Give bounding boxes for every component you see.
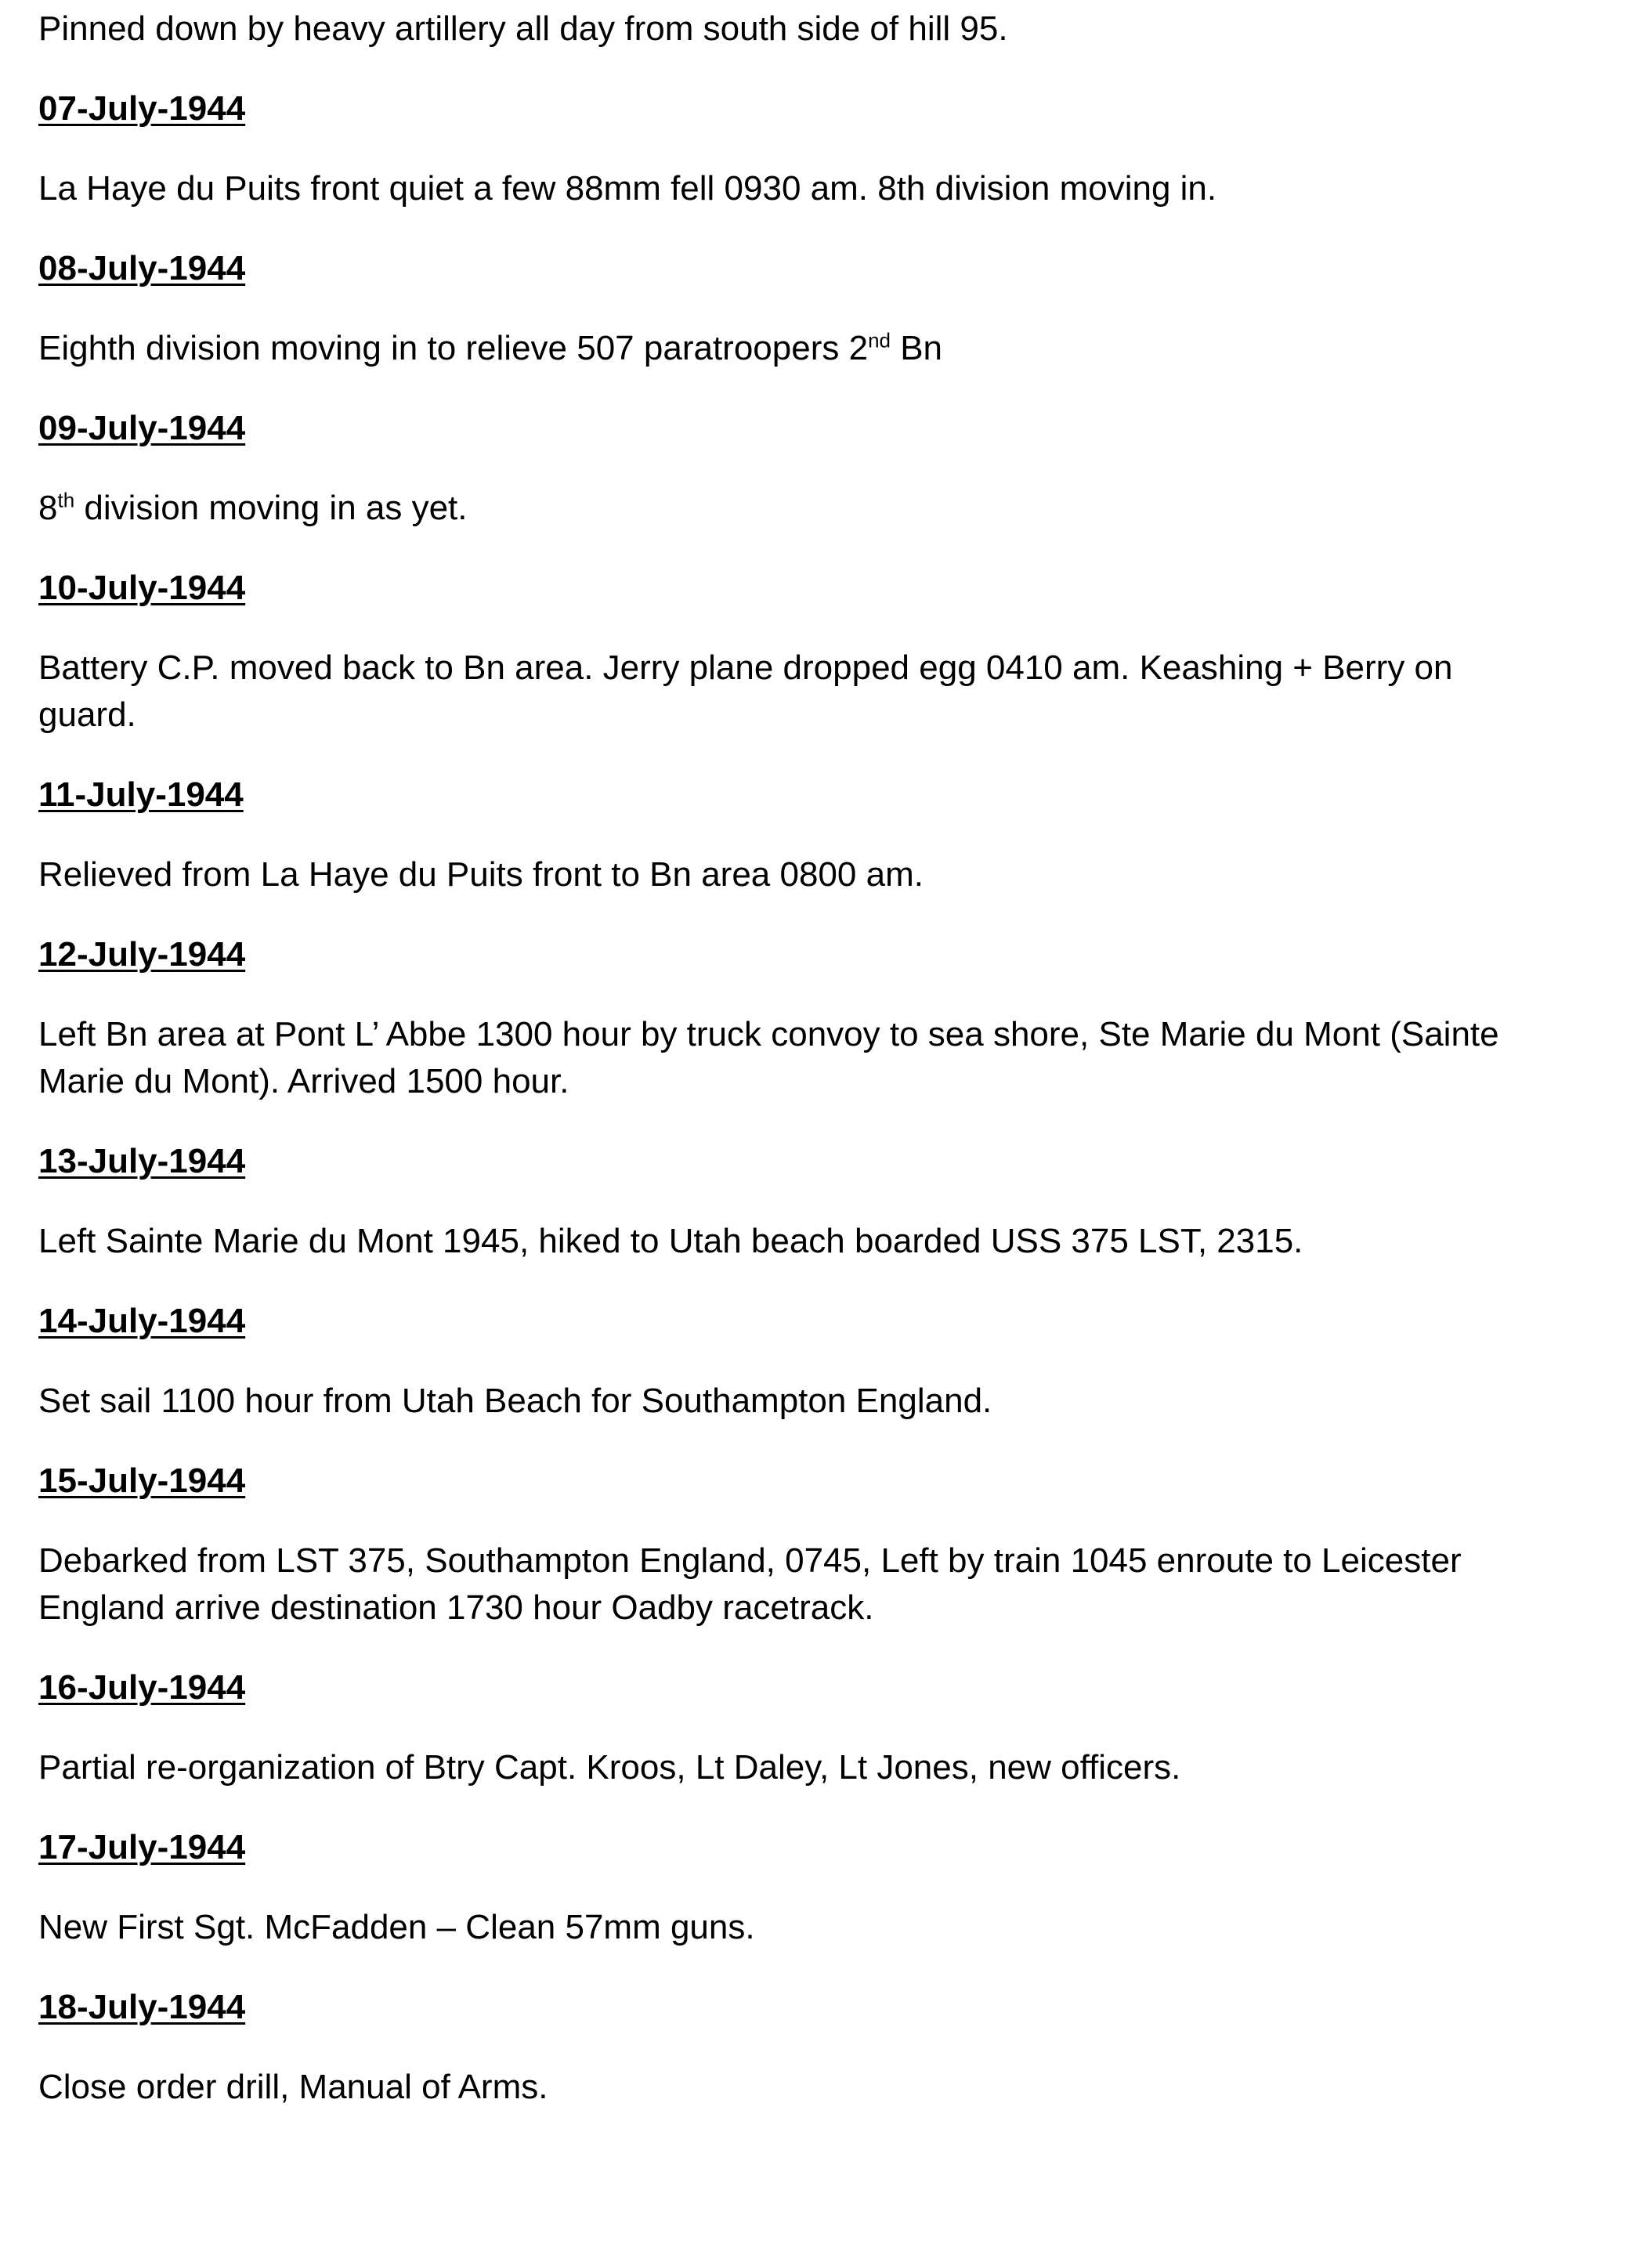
entry-text: Close order drill, Manual of Arms. <box>38 2068 548 2106</box>
entry-text-part: division moving in as yet. <box>74 489 468 527</box>
entry-date: 13-July-1944 <box>38 1142 246 1180</box>
entry-date: 12-July-1944 <box>38 935 246 974</box>
entry-text-continued: England arrive destination 1730 hour Oadby racetrack. <box>38 1588 874 1627</box>
entry-text: Relieved from La Haye du Puits front to Bn area 0800 am. <box>38 855 924 894</box>
entry-date: 08-July-1944 <box>38 249 246 287</box>
entry-date: 17-July-1944 <box>38 1828 246 1866</box>
entry-date: 16-July-1944 <box>38 1668 246 1707</box>
entry-text: New First Sgt. McFadden – Clean 57mm guns. <box>38 1908 755 1946</box>
entry-text: Left Bn area at Pont L’ Abbe 1300 hour by truck convoy to sea shore, Ste Marie du Mont (Sainte <box>38 1015 1499 1053</box>
entry-date: 18-July-1944 <box>38 1988 246 2026</box>
entry-date: 09-July-1944 <box>38 409 246 447</box>
entry-text-part: 8 <box>38 489 58 527</box>
entry-text: Set sail 1100 hour from Utah Beach for Southampton England. <box>38 1382 992 1420</box>
entry-text-part: Eighth division moving in to relieve 507 paratroopers 2 <box>38 329 869 367</box>
entry-text: Battery C.P. moved back to Bn area. Jerry plane dropped egg 0410 am. Keashing + Berry on <box>38 649 1453 687</box>
entry-text: Debarked from LST 375, Southampton England, 0745, Left by train 1045 enroute to Leicester <box>38 1541 1462 1580</box>
ordinal-superscript: th <box>57 488 75 512</box>
entry-text: Partial re-organization of Btry Capt. Kroos, Lt Daley, Lt Jones, new officers. <box>38 1748 1181 1787</box>
entry-text-part: Bn <box>890 329 943 367</box>
ordinal-superscript: nd <box>868 328 891 352</box>
entry-text-continued: guard. <box>38 696 136 734</box>
intro-text: Pinned down by heavy artillery all day from south side of hill 95. <box>38 9 1008 48</box>
entry-date: 14-July-1944 <box>38 1302 246 1340</box>
entry-text: La Haye du Puits front quiet a few 88mm fell 0930 am. 8th division moving in. <box>38 169 1217 208</box>
entry-date: 10-July-1944 <box>38 569 246 607</box>
entry-date: 15-July-1944 <box>38 1462 246 1500</box>
entry-text <box>38 485 1613 532</box>
entry-text <box>38 325 1613 372</box>
entry-date: 11-July-1944 <box>38 775 244 814</box>
entry-text-continued: Marie du Mont). Arrived 1500 hour. <box>38 1062 569 1100</box>
entry-text: Left Sainte Marie du Mont 1945, hiked to Utah beach boarded USS 375 LST, 2315. <box>38 1222 1303 1260</box>
entry-date: 07-July-1944 <box>38 89 246 128</box>
